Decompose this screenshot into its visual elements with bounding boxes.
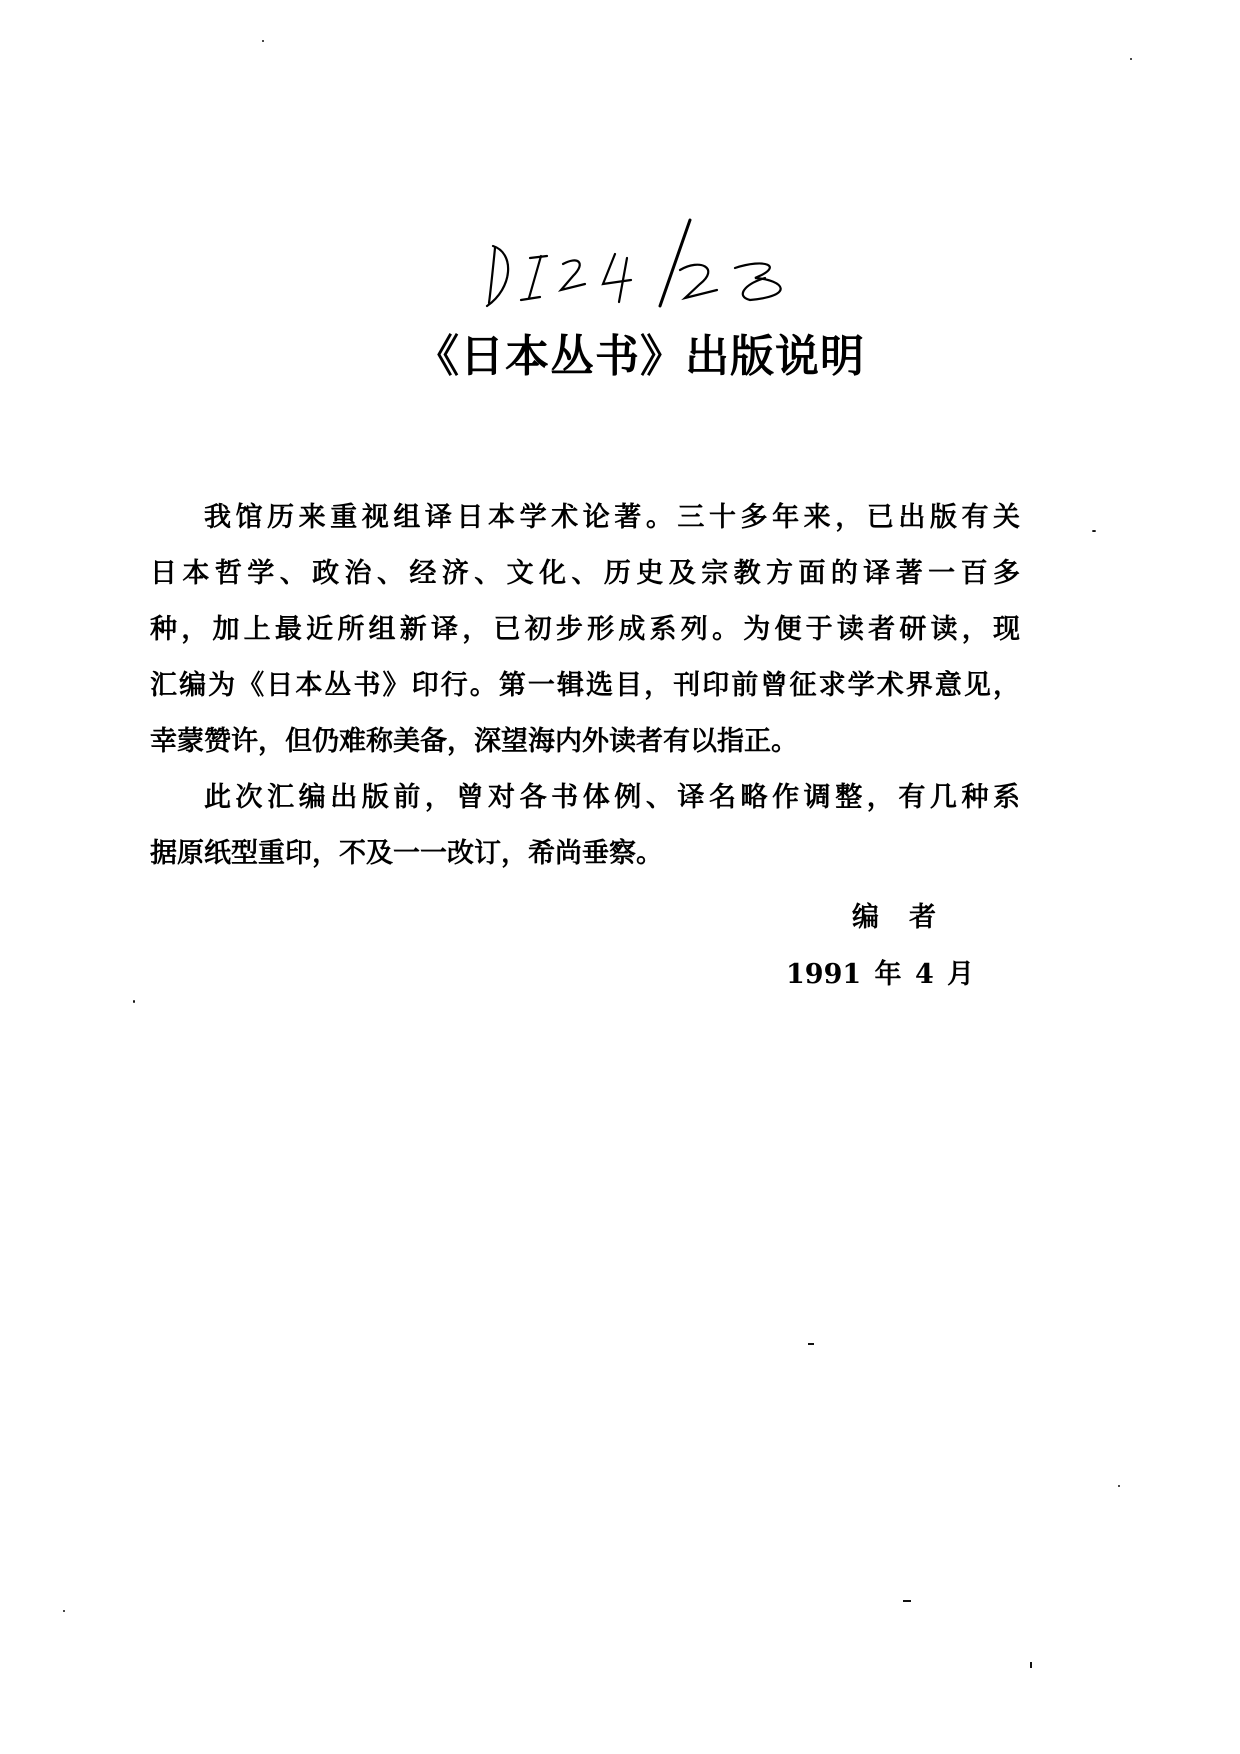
scan-speck — [262, 40, 264, 42]
date: 1991 年 4 月 — [786, 959, 975, 990]
scan-speck — [1118, 1485, 1120, 1487]
handwritten-catalog-mark — [485, 218, 805, 308]
scan-speck — [1092, 530, 1096, 532]
text-line: 种，加上最近所组新译，已初步形成系列。为便于读者研读，现 — [150, 614, 1020, 645]
text-line: 幸蒙赞许，但仍难称美备，深望海内外读者有以指正。 — [150, 726, 798, 757]
scan-speck — [1130, 58, 1132, 60]
page-title: 《日本丛书》出版说明 — [415, 331, 865, 382]
text-line: 此次汇编出版前，曾对各书体例、译名略作调整，有几种系 — [204, 782, 1020, 813]
text-line: 我馆历来重视组译日本学术论著。三十多年来，已出版有关 — [204, 502, 1020, 533]
text-line: 日本哲学、政治、经济、文化、历史及宗教方面的译著一百多 — [150, 558, 1020, 589]
handwriting-icon — [485, 218, 805, 308]
scan-speck — [903, 1600, 911, 1602]
text-line: 据原纸型重印，不及一一改订，希尚垂察。 — [150, 838, 663, 869]
paragraph-2 — [150, 770, 1020, 882]
text-line: 汇编为《日本丛书》印行。第一辑选目，刊印前曾征求学术界意见， — [150, 670, 1020, 701]
scan-speck — [808, 1343, 814, 1345]
paragraph-1 — [150, 490, 1020, 770]
scan-speck — [63, 1610, 65, 1612]
scan-speck — [133, 1000, 135, 1003]
scan-speck — [1030, 1662, 1032, 1668]
body-text — [150, 490, 1020, 882]
signature: 编者 — [852, 902, 966, 933]
